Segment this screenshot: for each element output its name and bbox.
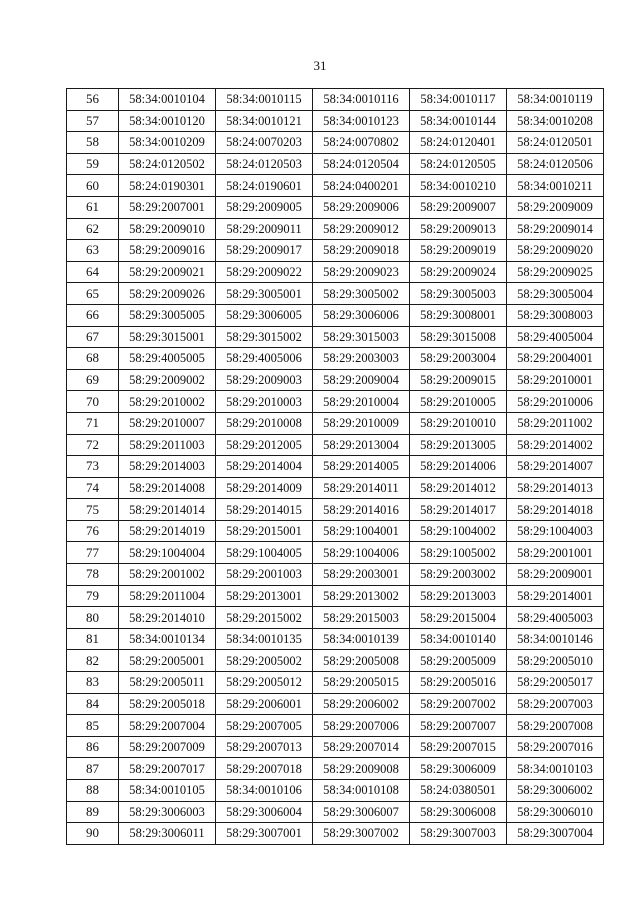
cadastral-number-cell: 58:24:0400201 (313, 175, 410, 197)
cadastral-number-cell: 58:29:2009021 (119, 261, 216, 283)
table-row (67, 736, 604, 758)
cadastral-number-cell: 58:29:2007001 (119, 196, 216, 218)
cadastral-number-cell: 58:29:2014003 (119, 456, 216, 478)
cadastral-number-cell: 58:29:2014009 (216, 477, 313, 499)
cadastral-number-cell: 58:29:2007018 (216, 758, 313, 780)
cadastral-number-cell: 58:29:2010010 (410, 412, 507, 434)
cadastral-number-cell: 58:29:2009016 (119, 240, 216, 262)
row-number: 88 (67, 780, 119, 802)
cadastral-number-cell: 58:34:0010209 (119, 132, 216, 154)
cadastral-number-cell: 58:29:2010007 (119, 412, 216, 434)
cadastral-number-cell: 58:24:0190301 (119, 175, 216, 197)
cadastral-number-cell: 58:29:2004001 (507, 348, 604, 370)
row-number: 72 (67, 434, 119, 456)
table-row (67, 175, 604, 197)
table-row (67, 456, 604, 478)
cadastral-number-cell: 58:24:0120505 (410, 153, 507, 175)
cadastral-number-cell: 58:29:2005016 (410, 672, 507, 694)
cadastral-number-cell: 58:29:2009013 (410, 218, 507, 240)
table-row (67, 304, 604, 326)
cadastral-number-cell: 58:29:2015002 (216, 607, 313, 629)
cadastral-number-cell: 58:34:0010121 (216, 110, 313, 132)
cadastral-number-cell: 58:29:2005018 (119, 693, 216, 715)
cadastral-number-cell: 58:29:3006007 (313, 801, 410, 823)
cadastral-number-cell: 58:29:2009024 (410, 261, 507, 283)
cadastral-number-cell: 58:29:2003003 (313, 348, 410, 370)
cadastral-number-cell: 58:29:2014012 (410, 477, 507, 499)
cadastral-number-cell: 58:29:2013004 (313, 434, 410, 456)
cadastral-number-cell: 58:34:0010135 (216, 628, 313, 650)
cadastral-number-cell: 58:29:3006006 (313, 304, 410, 326)
table-row (67, 110, 604, 132)
row-number: 73 (67, 456, 119, 478)
table-row (67, 823, 604, 845)
cadastral-number-cell: 58:29:2007006 (313, 715, 410, 737)
cadastral-number-cell: 58:29:2007017 (119, 758, 216, 780)
cadastral-number-cell: 58:29:2011003 (119, 434, 216, 456)
table-row (67, 196, 604, 218)
cadastral-number-cell: 58:24:0190601 (216, 175, 313, 197)
cadastral-number-cell: 58:29:2013003 (410, 585, 507, 607)
cadastral-number-cell: 58:29:2013005 (410, 434, 507, 456)
cadastral-number-cell: 58:29:2009008 (313, 758, 410, 780)
cadastral-number-cell: 58:29:2014010 (119, 607, 216, 629)
cadastral-number-cell: 58:29:2009014 (507, 218, 604, 240)
row-number: 64 (67, 261, 119, 283)
cadastral-number-cell: 58:29:3015002 (216, 326, 313, 348)
cadastral-number-cell: 58:29:2011004 (119, 585, 216, 607)
cadastral-number-cell: 58:29:2010001 (507, 369, 604, 391)
cadastral-number-cell: 58:29:2009017 (216, 240, 313, 262)
cadastral-number-cell: 58:29:3006010 (507, 801, 604, 823)
row-number: 85 (67, 715, 119, 737)
cadastral-number-cell: 58:29:2013002 (313, 585, 410, 607)
table-row (67, 499, 604, 521)
row-number: 84 (67, 693, 119, 715)
cadastral-number-cell: 58:29:2011002 (507, 412, 604, 434)
cadastral-number-cell: 58:29:2006001 (216, 693, 313, 715)
cadastral-number-cell: 58:29:2009020 (507, 240, 604, 262)
table-row (67, 801, 604, 823)
cadastral-number-cell: 58:34:0010108 (313, 780, 410, 802)
cadastral-number-cell: 58:24:0120506 (507, 153, 604, 175)
cadastral-number-cell: 58:24:0120401 (410, 132, 507, 154)
row-number: 60 (67, 175, 119, 197)
cadastral-number-cell: 58:29:2009025 (507, 261, 604, 283)
row-number: 74 (67, 477, 119, 499)
cadastral-number-cell: 58:29:2009002 (119, 369, 216, 391)
cadastral-number-cell: 58:29:2001001 (507, 542, 604, 564)
cadastral-number-cell: 58:34:0010146 (507, 628, 604, 650)
cadastral-number-cell: 58:29:4005005 (119, 348, 216, 370)
cadastral-number-cell: 58:29:2001003 (216, 564, 313, 586)
cadastral-number-cell: 58:29:2009010 (119, 218, 216, 240)
cadastral-number-cell: 58:29:2010002 (119, 391, 216, 413)
row-number: 86 (67, 736, 119, 758)
table-row (67, 715, 604, 737)
cadastral-number-cell: 58:29:2003001 (313, 564, 410, 586)
cadastral-number-cell: 58:29:3015003 (313, 326, 410, 348)
table-row (67, 412, 604, 434)
cadastral-number-cell: 58:29:2010008 (216, 412, 313, 434)
cadastral-number-cell: 58:29:2014002 (507, 434, 604, 456)
cadastral-number-cell: 58:24:0380501 (410, 780, 507, 802)
table-row (67, 153, 604, 175)
cadastral-number-cell: 58:29:3007002 (313, 823, 410, 845)
cadastral-number-cell: 58:29:1004006 (313, 542, 410, 564)
cadastral-number-cell: 58:29:2009023 (313, 261, 410, 283)
cadastral-number-cell: 58:29:2014014 (119, 499, 216, 521)
cadastral-number-cell: 58:24:0120503 (216, 153, 313, 175)
cadastral-number-cell: 58:29:3005001 (216, 283, 313, 305)
cadastral-number-cell: 58:29:3015001 (119, 326, 216, 348)
table-row (67, 348, 604, 370)
cadastral-number-cell: 58:29:2006002 (313, 693, 410, 715)
table-row (67, 434, 604, 456)
row-number: 82 (67, 650, 119, 672)
cadastral-number-cell: 58:29:2005002 (216, 650, 313, 672)
cadastral-number-cell: 58:29:2009005 (216, 196, 313, 218)
cadastral-number-cell: 58:29:2007009 (119, 736, 216, 758)
cadastral-number-cell: 58:29:3005005 (119, 304, 216, 326)
row-number: 79 (67, 585, 119, 607)
cadastral-number-cell: 58:34:0010103 (507, 758, 604, 780)
table-row (67, 261, 604, 283)
cadastral-number-cell: 58:29:2014008 (119, 477, 216, 499)
cadastral-number-cell: 58:34:0010210 (410, 175, 507, 197)
cadastral-number-cell: 58:29:1005002 (410, 542, 507, 564)
cadastral-number-cell: 58:29:3005004 (507, 283, 604, 305)
cadastral-number-cell: 58:34:0010120 (119, 110, 216, 132)
table-row (67, 369, 604, 391)
cadastral-number-cell: 58:34:0010134 (119, 628, 216, 650)
cadastral-number-cell: 58:34:0010115 (216, 89, 313, 111)
row-number: 76 (67, 520, 119, 542)
row-number: 67 (67, 326, 119, 348)
cadastral-number-cell: 58:29:4005004 (507, 326, 604, 348)
cadastral-number-cell: 58:29:2009019 (410, 240, 507, 262)
row-number: 65 (67, 283, 119, 305)
table-row (67, 628, 604, 650)
cadastral-number-cell: 58:29:2010006 (507, 391, 604, 413)
cadastral-number-cell: 58:29:3006008 (410, 801, 507, 823)
table-row (67, 564, 604, 586)
cadastral-number-cell: 58:29:2015001 (216, 520, 313, 542)
table-row (67, 520, 604, 542)
cadastral-number-cell: 58:29:2009006 (313, 196, 410, 218)
cadastral-number-cell: 58:29:2007004 (119, 715, 216, 737)
cadastral-number-cell: 58:29:3006003 (119, 801, 216, 823)
cadastral-number-cell: 58:29:2010009 (313, 412, 410, 434)
cadastral-number-cell: 58:29:2009001 (507, 564, 604, 586)
table-row (67, 89, 604, 111)
cadastral-number-cell: 58:29:1004005 (216, 542, 313, 564)
table-body (67, 89, 604, 845)
table-row (67, 780, 604, 802)
row-number: 77 (67, 542, 119, 564)
row-number: 80 (67, 607, 119, 629)
cadastral-number-cell: 58:29:1004001 (313, 520, 410, 542)
cadastral-number-cell: 58:34:0010208 (507, 110, 604, 132)
cadastral-number-cell: 58:29:4005006 (216, 348, 313, 370)
table-row (67, 585, 604, 607)
cadastral-number-cell: 58:29:2014019 (119, 520, 216, 542)
cadastral-number-cell: 58:29:2009012 (313, 218, 410, 240)
cadastral-number-cell: 58:29:2014004 (216, 456, 313, 478)
cadastral-number-cell: 58:34:0010144 (410, 110, 507, 132)
cadastral-number-cell: 58:34:0010116 (313, 89, 410, 111)
cadastral-number-cell: 58:29:2013001 (216, 585, 313, 607)
cadastral-number-cell: 58:29:2012005 (216, 434, 313, 456)
cadastral-number-cell: 58:29:2014006 (410, 456, 507, 478)
table-row (67, 542, 604, 564)
cadastral-number-cell: 58:29:2009003 (216, 369, 313, 391)
cadastral-number-cell: 58:34:0010119 (507, 89, 604, 111)
cadastral-number-cell: 58:34:0010104 (119, 89, 216, 111)
cadastral-number-cell: 58:34:0010123 (313, 110, 410, 132)
cadastral-number-cell: 58:29:2007002 (410, 693, 507, 715)
cadastral-number-cell: 58:29:2009018 (313, 240, 410, 262)
cadastral-number-cell: 58:29:2014001 (507, 585, 604, 607)
table-row (67, 391, 604, 413)
cadastral-number-cell: 58:29:2005009 (410, 650, 507, 672)
cadastral-number-cell: 58:34:0010105 (119, 780, 216, 802)
cadastral-number-cell: 58:29:1004004 (119, 542, 216, 564)
cadastral-number-cell: 58:29:2007015 (410, 736, 507, 758)
cadastral-number-cell: 58:29:2014016 (313, 499, 410, 521)
table-row (67, 326, 604, 348)
cadastral-number-cell: 58:29:2005015 (313, 672, 410, 694)
row-number: 63 (67, 240, 119, 262)
cadastral-number-cell: 58:29:2014017 (410, 499, 507, 521)
cadastral-number-cell: 58:24:0120502 (119, 153, 216, 175)
cadastral-number-cell: 58:29:2007013 (216, 736, 313, 758)
row-number: 56 (67, 89, 119, 111)
cadastral-number-cell: 58:29:2014015 (216, 499, 313, 521)
table-row (67, 693, 604, 715)
cadastral-number-cell: 58:29:2007014 (313, 736, 410, 758)
cadastral-number-cell: 58:29:2015003 (313, 607, 410, 629)
table-row (67, 240, 604, 262)
cadastral-number-cell: 58:29:2007003 (507, 693, 604, 715)
row-number: 57 (67, 110, 119, 132)
row-number: 61 (67, 196, 119, 218)
cadastral-number-cell: 58:24:0070802 (313, 132, 410, 154)
cadastral-number-cell: 58:29:3007001 (216, 823, 313, 845)
table-row (67, 758, 604, 780)
cadastral-number-cell: 58:29:2010004 (313, 391, 410, 413)
table-row (67, 650, 604, 672)
row-number: 78 (67, 564, 119, 586)
cadastral-number-cell: 58:29:2009009 (507, 196, 604, 218)
row-number: 69 (67, 369, 119, 391)
row-number: 58 (67, 132, 119, 154)
cadastral-table (66, 88, 604, 845)
cadastral-number-cell: 58:29:2001002 (119, 564, 216, 586)
cadastral-number-cell: 58:34:0010140 (410, 628, 507, 650)
cadastral-number-cell: 58:29:3007003 (410, 823, 507, 845)
cadastral-number-cell: 58:29:2014018 (507, 499, 604, 521)
row-number: 83 (67, 672, 119, 694)
row-number: 81 (67, 628, 119, 650)
cadastral-number-cell: 58:29:2014013 (507, 477, 604, 499)
table-row (67, 218, 604, 240)
cadastral-number-cell: 58:34:0010106 (216, 780, 313, 802)
cadastral-number-cell: 58:29:2007016 (507, 736, 604, 758)
cadastral-number-cell: 58:29:2009011 (216, 218, 313, 240)
row-number: 75 (67, 499, 119, 521)
table-row (67, 477, 604, 499)
page-number: 31 (313, 58, 327, 73)
cadastral-number-cell: 58:29:2009004 (313, 369, 410, 391)
table-row (67, 283, 604, 305)
cadastral-number-cell: 58:29:2007005 (216, 715, 313, 737)
cadastral-number-cell: 58:29:2005017 (507, 672, 604, 694)
cadastral-number-cell: 58:34:0010211 (507, 175, 604, 197)
cadastral-number-cell: 58:24:0120501 (507, 132, 604, 154)
cadastral-number-cell: 58:29:2007008 (507, 715, 604, 737)
cadastral-number-cell: 58:29:3006011 (119, 823, 216, 845)
table-row (67, 672, 604, 694)
cadastral-number-cell: 58:29:2003002 (410, 564, 507, 586)
cadastral-number-cell: 58:29:2003004 (410, 348, 507, 370)
cadastral-number-cell: 58:29:3005003 (410, 283, 507, 305)
cadastral-number-cell: 58:29:2009007 (410, 196, 507, 218)
cadastral-number-cell: 58:29:2007007 (410, 715, 507, 737)
cadastral-number-cell: 58:29:3006005 (216, 304, 313, 326)
cadastral-number-cell: 58:29:2009026 (119, 283, 216, 305)
row-number: 66 (67, 304, 119, 326)
row-number: 90 (67, 823, 119, 845)
row-number: 71 (67, 412, 119, 434)
cadastral-number-cell: 58:24:0120504 (313, 153, 410, 175)
cadastral-number-cell: 58:29:3005002 (313, 283, 410, 305)
row-number: 70 (67, 391, 119, 413)
cadastral-number-cell: 58:29:2009022 (216, 261, 313, 283)
cadastral-number-cell: 58:29:2014011 (313, 477, 410, 499)
cadastral-number-cell: 58:34:0010139 (313, 628, 410, 650)
cadastral-number-cell: 58:29:2014005 (313, 456, 410, 478)
row-number: 62 (67, 218, 119, 240)
row-number: 59 (67, 153, 119, 175)
cadastral-number-cell: 58:29:3006009 (410, 758, 507, 780)
row-number: 68 (67, 348, 119, 370)
table-row (67, 132, 604, 154)
table-row (67, 607, 604, 629)
cadastral-number-cell: 58:29:2005011 (119, 672, 216, 694)
cadastral-number-cell: 58:29:2010003 (216, 391, 313, 413)
cadastral-number-cell: 58:29:4005003 (507, 607, 604, 629)
cadastral-number-cell: 58:24:0070203 (216, 132, 313, 154)
cadastral-number-cell: 58:29:2014007 (507, 456, 604, 478)
cadastral-number-cell: 58:29:2005008 (313, 650, 410, 672)
cadastral-number-cell: 58:29:2005010 (507, 650, 604, 672)
cadastral-number-cell: 58:34:0010117 (410, 89, 507, 111)
cadastral-number-cell: 58:29:2005001 (119, 650, 216, 672)
cadastral-number-cell: 58:29:3007004 (507, 823, 604, 845)
cadastral-number-cell: 58:29:3015008 (410, 326, 507, 348)
cadastral-number-cell: 58:29:1004003 (507, 520, 604, 542)
cadastral-number-cell: 58:29:1004002 (410, 520, 507, 542)
cadastral-number-cell: 58:29:2015004 (410, 607, 507, 629)
row-number: 89 (67, 801, 119, 823)
cadastral-number-cell: 58:29:3006002 (507, 780, 604, 802)
cadastral-number-cell: 58:29:2009015 (410, 369, 507, 391)
cadastral-number-cell: 58:29:3006004 (216, 801, 313, 823)
cadastral-number-cell: 58:29:2005012 (216, 672, 313, 694)
cadastral-number-cell: 58:29:3008003 (507, 304, 604, 326)
cadastral-number-cell: 58:29:2010005 (410, 391, 507, 413)
row-number: 87 (67, 758, 119, 780)
cadastral-number-cell: 58:29:3008001 (410, 304, 507, 326)
